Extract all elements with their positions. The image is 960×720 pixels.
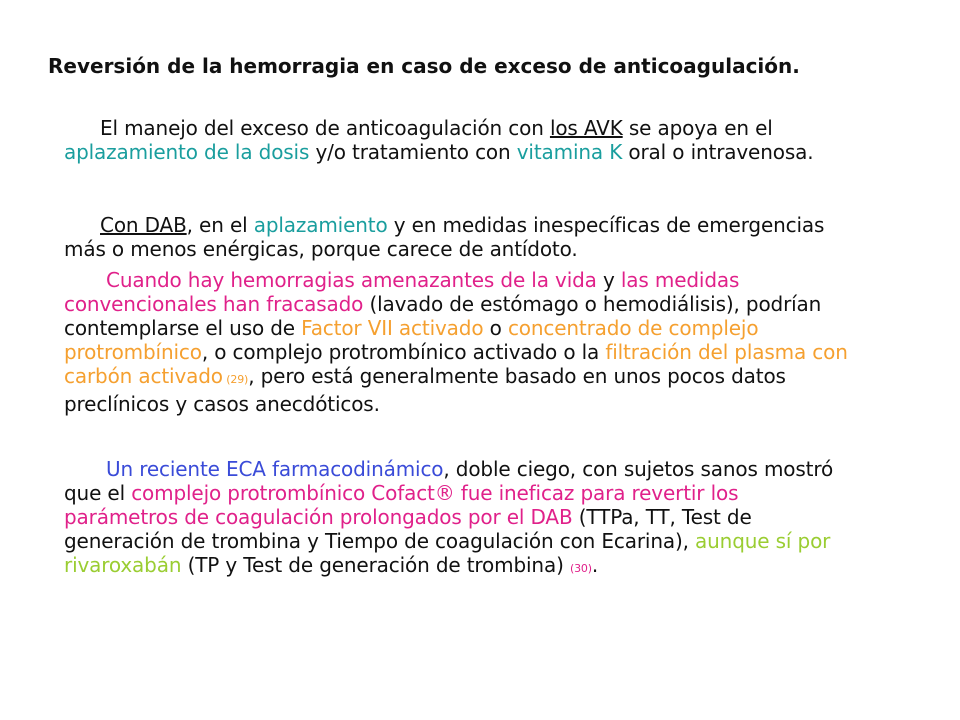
- page-title: Reversión de la hemorragia en caso de exceso de anticoagulación.: [48, 54, 800, 78]
- text-segment: Factor VII activado: [301, 316, 484, 340]
- text-segment: concentrado de complejo protrombínico: [64, 316, 759, 364]
- text-segment: aplazamiento de la dosis: [64, 140, 310, 164]
- text-segment: se apoya en el: [622, 116, 773, 140]
- text-segment: las medidas convencionales han fracasado: [64, 268, 740, 316]
- text-segment: (TTPa, TT, Test de generación de trombina y Tiempo de coagulación con Ecarina),: [64, 505, 752, 553]
- text-segment: y/o tratamiento con: [309, 140, 517, 164]
- paragraph-dab: [64, 213, 854, 261]
- text-segment: los AVK: [549, 116, 623, 140]
- text-segment: (TP y Test de generación de trombina): [181, 553, 570, 577]
- reference-citation: (29): [222, 373, 249, 386]
- text-segment: Cuando hay hemorragias amenazantes de la vida: [106, 268, 597, 292]
- text-segment: , doble ciego, con sujetos sanos mostró que el: [64, 457, 834, 505]
- text-segment: y: [596, 268, 621, 292]
- text-segment: , o complejo protrombínico activado o la: [201, 340, 606, 364]
- text-segment: complejo protrombínico Cofact® fue ineficaz para revertir los parámetros de coagulación prolongados por el DAB: [64, 481, 739, 529]
- text-segment: Con DAB: [100, 213, 187, 237]
- text-segment: , en el: [186, 213, 254, 237]
- paragraph-hemorragias: [64, 268, 854, 416]
- reference-citation: (30): [569, 562, 592, 575]
- text-segment: , pero está generalmente basado en unos pocos datos preclínicos y casos anecdóticos.: [64, 364, 786, 416]
- text-segment: aunque sí por rivaroxabán: [64, 529, 831, 577]
- text-segment: Un reciente ECA farmacodinámico: [106, 457, 444, 481]
- text-segment: oral o intravenosa.: [622, 140, 814, 164]
- text-segment: (lavado de estómago o hemodiálisis), podrían contemplarse el uso de: [64, 292, 822, 340]
- text-segment: vitamina K: [516, 140, 623, 164]
- text-segment: aplazamiento: [253, 213, 388, 237]
- text-segment: o: [483, 316, 508, 340]
- text-segment: El manejo del exceso de anticoagulación con: [100, 116, 550, 140]
- text-segment: filtración del plasma con carbón activado: [64, 340, 848, 388]
- text-segment: y en medidas inespecíficas de emergencias más o menos enérgicas, porque carece de antídoto.: [64, 213, 825, 261]
- text-segment: .: [591, 553, 599, 577]
- paragraph-avk: [64, 116, 854, 164]
- paragraph-eca: [64, 457, 854, 581]
